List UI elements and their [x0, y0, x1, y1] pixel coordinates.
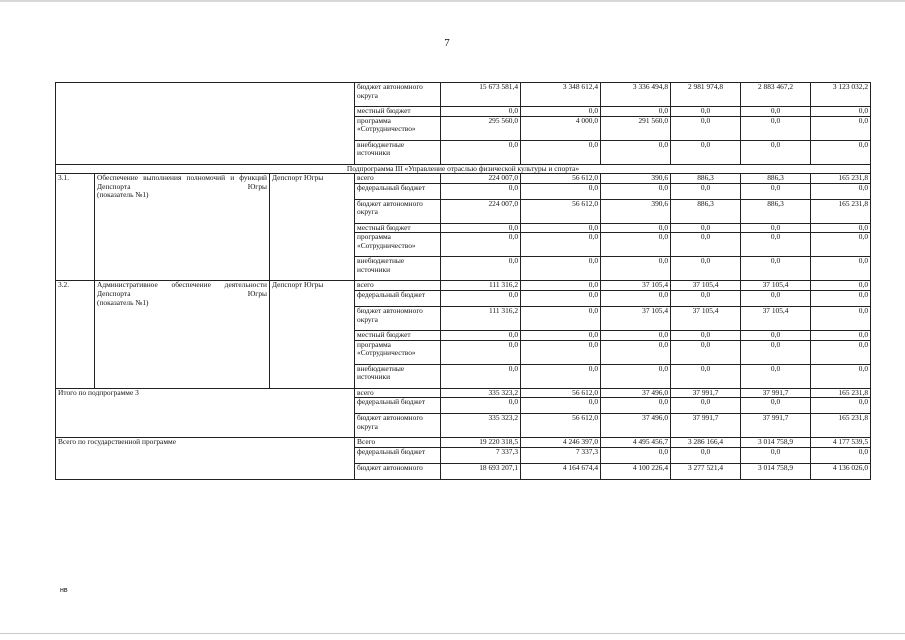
funding-source-cell: бюджет автономного округа [355, 306, 441, 330]
value-cell: 0,0 [601, 364, 671, 388]
funding-source-cell: федеральный бюджет [355, 447, 441, 463]
value-cell: 0,0 [521, 107, 601, 117]
value-cell: 56 612,0 [521, 174, 601, 184]
value-cell: 0,0 [811, 340, 871, 364]
value-cell: 0,0 [521, 140, 601, 164]
value-cell: 886,3 [741, 199, 811, 223]
value-cell: 111 316,2 [441, 306, 521, 330]
value-cell: 0,0 [741, 290, 811, 306]
value-cell: 0,0 [601, 330, 671, 340]
value-cell: 2 981 974,8 [671, 83, 741, 107]
value-cell: 0,0 [521, 340, 601, 364]
value-cell: 0,0 [811, 233, 871, 257]
value-cell: 291 560,0 [601, 116, 671, 140]
item-indicator-text: (показатель №1) [97, 297, 149, 307]
funding-source-cell: программа «Сотрудничество» [355, 233, 441, 257]
value-cell: 0,0 [441, 183, 521, 199]
funding-source-cell: федеральный бюджет [355, 398, 441, 414]
value-cell: 4 495 456,7 [601, 438, 671, 448]
value-cell: 37 991,7 [671, 414, 741, 438]
value-cell: 335 323,2 [441, 414, 521, 438]
funding-source-cell: всего [355, 174, 441, 184]
value-cell: 0,0 [671, 107, 741, 117]
value-cell: 0,0 [521, 290, 601, 306]
value-cell: 165 231,8 [811, 174, 871, 184]
table-row [56, 388, 871, 398]
value-cell: 0,0 [671, 398, 741, 414]
value-cell: 37 991,7 [741, 414, 811, 438]
value-cell: 0,0 [521, 306, 601, 330]
value-cell: 0,0 [671, 116, 741, 140]
table-row [56, 83, 871, 107]
funding-source-cell: бюджет автономного округа [355, 199, 441, 223]
scan-top-edge [0, 0, 905, 2]
value-cell: 0,0 [741, 116, 811, 140]
item-executor: Депспорт Югры [270, 174, 355, 281]
value-cell: 0,0 [741, 223, 811, 233]
value-cell: 886,3 [671, 174, 741, 184]
value-cell: 224 007,0 [441, 174, 521, 184]
value-cell: 0,0 [811, 140, 871, 164]
budget-table [55, 82, 871, 480]
scan-bottom-edge [0, 633, 905, 634]
value-cell: 295 560,0 [441, 116, 521, 140]
value-cell: 886,3 [671, 199, 741, 223]
value-cell: 390,6 [601, 174, 671, 184]
total-label: Всего по государственной программе [56, 438, 355, 480]
funding-source-cell: всего [355, 281, 441, 291]
blank-cell [56, 83, 355, 165]
value-cell: 0,0 [441, 107, 521, 117]
value-cell: 0,0 [521, 364, 601, 388]
value-cell: 37 496,0 [601, 388, 671, 398]
value-cell: 0,0 [811, 223, 871, 233]
value-cell: 0,0 [811, 107, 871, 117]
value-cell: 0,0 [671, 140, 741, 164]
value-cell: 0,0 [601, 140, 671, 164]
page-number: 7 [444, 37, 450, 49]
value-cell: 37 105,4 [601, 306, 671, 330]
value-cell: 0,0 [741, 447, 811, 463]
value-cell: 56 612,0 [521, 388, 601, 398]
value-cell: 0,0 [601, 447, 671, 463]
value-cell: 0,0 [441, 290, 521, 306]
value-cell: 165 231,8 [811, 414, 871, 438]
subprogram-row [56, 164, 871, 174]
value-cell: 0,0 [521, 257, 601, 281]
funding-source-cell: внебюджетные источники [355, 140, 441, 164]
value-cell: 7 337,3 [441, 447, 521, 463]
value-cell: 37 105,4 [601, 281, 671, 291]
value-cell: 0,0 [441, 398, 521, 414]
value-cell: 0,0 [441, 340, 521, 364]
value-cell: 0,0 [601, 223, 671, 233]
value-cell: 0,0 [601, 233, 671, 257]
value-cell: 0,0 [741, 330, 811, 340]
item-number: 3.2. [56, 281, 95, 388]
value-cell: 0,0 [811, 398, 871, 414]
value-cell: 0,0 [741, 364, 811, 388]
value-cell: 0,0 [521, 183, 601, 199]
value-cell: 0,0 [671, 233, 741, 257]
value-cell: 0,0 [741, 398, 811, 414]
value-cell: 4 246 397,0 [521, 438, 601, 448]
value-cell: 56 612,0 [521, 199, 601, 223]
value-cell: 4 136 026,0 [811, 463, 871, 479]
funding-source-cell: внебюджетные источники [355, 257, 441, 281]
funding-source-cell: бюджет автономного округа [355, 83, 441, 107]
item-name [95, 174, 270, 281]
value-cell: 19 220 318,5 [441, 438, 521, 448]
funding-source-cell: программа «Сотрудничество» [355, 116, 441, 140]
funding-source-cell: федеральный бюджет [355, 183, 441, 199]
value-cell: 0,0 [441, 257, 521, 281]
value-cell: 0,0 [671, 290, 741, 306]
funding-source-cell: местный бюджет [355, 223, 441, 233]
value-cell: 0,0 [811, 364, 871, 388]
funding-source-cell: бюджет автономного [355, 463, 441, 479]
value-cell: 7 337,3 [521, 447, 601, 463]
item-name-text: Административное обеспечение деятельности Депспорта Югры [97, 280, 267, 298]
value-cell: 886,3 [741, 174, 811, 184]
value-cell: 37 105,4 [671, 306, 741, 330]
item-number: 3.1. [56, 174, 95, 281]
value-cell: 0,0 [741, 183, 811, 199]
value-cell: 0,0 [811, 257, 871, 281]
value-cell: 0,0 [741, 340, 811, 364]
value-cell: 18 693 207,1 [441, 463, 521, 479]
funding-source-cell: местный бюджет [355, 330, 441, 340]
value-cell: 0,0 [521, 223, 601, 233]
value-cell: 3 277 521,4 [671, 463, 741, 479]
value-cell: 111 316,2 [441, 281, 521, 291]
value-cell: 0,0 [671, 223, 741, 233]
value-cell: 165 231,8 [811, 199, 871, 223]
item-executor: Депспорт Югры [270, 281, 355, 388]
subprogram-title: Подпрограмма III «Управление отраслью физической культуры и спорта» [56, 164, 871, 174]
value-cell: 0,0 [811, 447, 871, 463]
funding-source-cell: программа «Сотрудничество» [355, 340, 441, 364]
value-cell: 0,0 [671, 340, 741, 364]
funding-source-cell: федеральный бюджет [355, 290, 441, 306]
value-cell: 0,0 [441, 364, 521, 388]
value-cell: 56 612,0 [521, 414, 601, 438]
value-cell: 37 105,4 [741, 306, 811, 330]
value-cell: 0,0 [441, 330, 521, 340]
value-cell: 0,0 [671, 330, 741, 340]
value-cell: 4 177 539,5 [811, 438, 871, 448]
value-cell: 3 286 166,4 [671, 438, 741, 448]
value-cell: 0,0 [601, 257, 671, 281]
value-cell: 0,0 [601, 340, 671, 364]
value-cell: 0,0 [441, 223, 521, 233]
value-cell: 0,0 [671, 183, 741, 199]
value-cell: 0,0 [811, 281, 871, 291]
value-cell: 37 105,4 [741, 281, 811, 291]
value-cell: 0,0 [741, 107, 811, 117]
item-name [95, 281, 270, 388]
value-cell: 0,0 [811, 306, 871, 330]
funding-source-cell: внебюджетные источники [355, 364, 441, 388]
value-cell: 4 000,0 [521, 116, 601, 140]
table-row [56, 174, 871, 184]
item-indicator-text: (показатель №1) [97, 190, 149, 200]
value-cell: 0,0 [811, 116, 871, 140]
value-cell: 0,0 [811, 290, 871, 306]
value-cell: 0,0 [741, 233, 811, 257]
value-cell: 3 348 612,4 [521, 83, 601, 107]
funding-source-cell: Всего [355, 438, 441, 448]
value-cell: 0,0 [521, 330, 601, 340]
value-cell: 0,0 [601, 398, 671, 414]
value-cell: 0,0 [741, 257, 811, 281]
value-cell: 0,0 [811, 330, 871, 340]
value-cell: 37 496,0 [601, 414, 671, 438]
value-cell: 0,0 [521, 398, 601, 414]
value-cell: 0,0 [521, 233, 601, 257]
value-cell: 165 231,8 [811, 388, 871, 398]
table-row [56, 438, 871, 448]
value-cell: 0,0 [441, 140, 521, 164]
value-cell: 4 164 674,4 [521, 463, 601, 479]
value-cell: 224 007,0 [441, 199, 521, 223]
value-cell: 0,0 [601, 107, 671, 117]
value-cell: 0,0 [671, 447, 741, 463]
value-cell: 0,0 [601, 290, 671, 306]
total-label: Итого по подпрограмме 3 [56, 388, 355, 438]
value-cell: 4 100 226,4 [601, 463, 671, 479]
value-cell: 0,0 [811, 183, 871, 199]
funding-source-cell: бюджет автономного округа [355, 414, 441, 438]
value-cell: 390,6 [601, 199, 671, 223]
value-cell: 0,0 [741, 140, 811, 164]
value-cell: 3 014 758,9 [741, 463, 811, 479]
value-cell: 0,0 [601, 183, 671, 199]
value-cell: 37 991,7 [741, 388, 811, 398]
table-row [56, 281, 871, 291]
value-cell: 15 673 581,4 [441, 83, 521, 107]
value-cell: 335 323,2 [441, 388, 521, 398]
value-cell: 0,0 [441, 233, 521, 257]
value-cell: 37 991,7 [671, 388, 741, 398]
footer-code: нв [60, 587, 68, 594]
value-cell: 2 883 467,2 [741, 83, 811, 107]
value-cell: 37 105,4 [671, 281, 741, 291]
value-cell: 3 014 758,9 [741, 438, 811, 448]
value-cell: 3 123 032,2 [811, 83, 871, 107]
value-cell: 0,0 [671, 364, 741, 388]
value-cell: 0,0 [521, 281, 601, 291]
value-cell: 3 336 494,8 [601, 83, 671, 107]
item-name-text: Обеспечение выполнения полномочий и функций Депспорта Югры [97, 173, 267, 191]
funding-source-cell: всего [355, 388, 441, 398]
value-cell: 0,0 [671, 257, 741, 281]
funding-source-cell: местный бюджет [355, 107, 441, 117]
